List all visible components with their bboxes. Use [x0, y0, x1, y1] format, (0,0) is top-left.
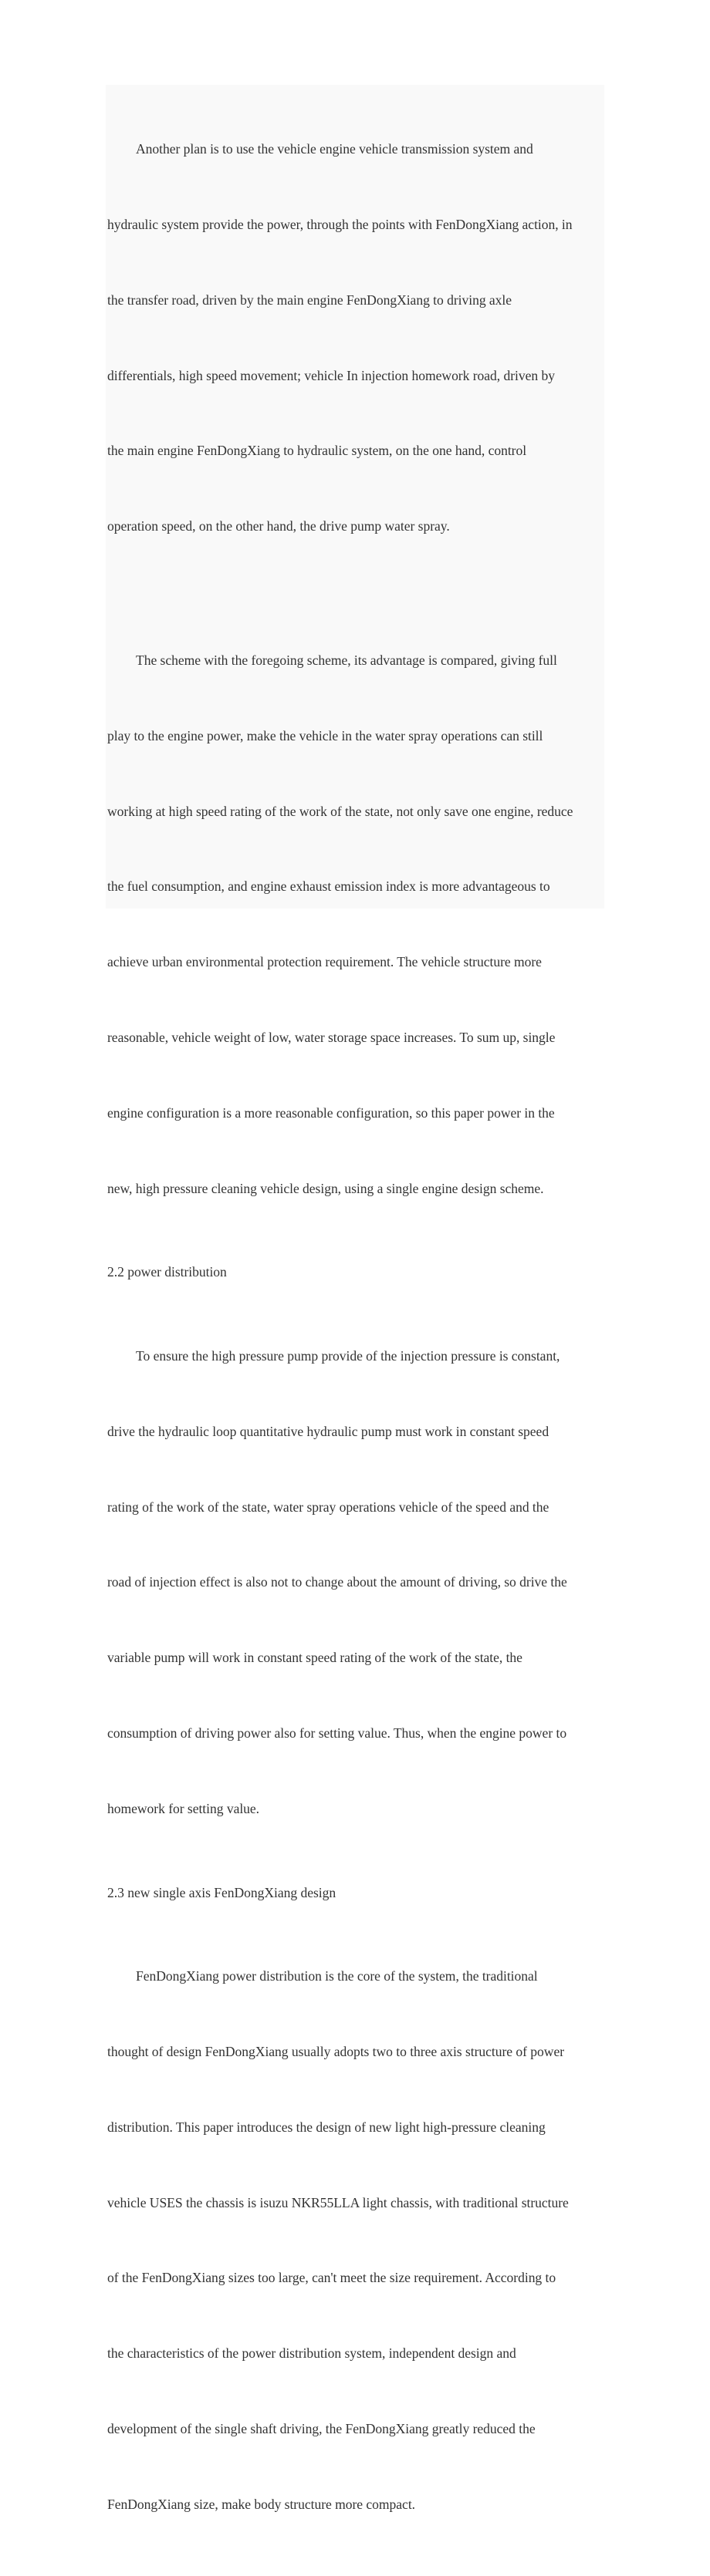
- text-line: differentials, high speed movement; vehicle In injection homework road, driven by: [107, 367, 555, 383]
- section-heading: 2.3 new single axis FenDongXiang design: [107, 1884, 336, 1900]
- text-line: of the FenDongXiang sizes too large, can't meet the size requirement. According to: [107, 2270, 556, 2286]
- paragraph: [107, 1293, 607, 1872]
- text-line: the fuel consumption, and engine exhaust emission index is more advantageous to: [107, 878, 550, 895]
- text-line: new, high pressure cleaning vehicle design, using a single engine design scheme.: [107, 1180, 544, 1196]
- paragraph: [107, 1913, 607, 2567]
- text-line: play to the engine power, make the vehicle in the water spray operations can still: [107, 727, 543, 743]
- text-line: To ensure the high pressure pump provide of the injection pressure is constant,: [136, 1348, 560, 1364]
- text-line: FenDongXiang size, make body structure more compact.: [107, 2496, 416, 2512]
- text-line: Another plan is to use the vehicle engine vehicle transmission system and: [136, 141, 533, 157]
- section-heading: 2.2 power distribution: [107, 1264, 227, 1280]
- text-line: road of injection effect is also not to change about the amount of driving, so drive the: [107, 1574, 567, 1590]
- paragraph: [107, 86, 607, 589]
- text-line: reasonable, vehicle weight of low, water storage space increases. To sum up, single: [107, 1029, 556, 1045]
- text-line: the main engine FenDongXiang to hydraulic system, on the one hand, control: [107, 443, 527, 459]
- text-line: rating of the work of the state, water spray operations vehicle of the speed and the: [107, 1499, 549, 1515]
- document-body: [107, 86, 607, 2576]
- text-line: consumption of driving power also for setting value. Thus, when the engine power to: [107, 1725, 567, 1741]
- paragraph: [107, 598, 607, 1251]
- text-line: operation speed, on the other hand, the drive pump water spray.: [107, 518, 450, 534]
- text-line: hydraulic system provide the power, through the points with FenDongXiang action, in: [107, 216, 573, 232]
- text-line: working at high speed rating of the work of the state, not only save one engine, reduce: [107, 803, 573, 819]
- text-line: FenDongXiang power distribution is the core of the system, the traditional: [136, 1968, 538, 1984]
- text-line: vehicle USES the chassis is isuzu NKR55LLA light chassis, with traditional structure: [107, 2194, 569, 2210]
- text-line: achieve urban environmental protection requirement. The vehicle structure more: [107, 954, 542, 970]
- text-line: The scheme with the foregoing scheme, its advantage is compared, giving full: [136, 652, 557, 669]
- text-line: homework for setting value.: [107, 1800, 260, 1816]
- text-line: the transfer road, driven by the main engine FenDongXiang to driving axle: [107, 292, 512, 308]
- text-line: distribution. This paper introduces the design of new light high-pressure cleaning: [107, 2119, 546, 2135]
- text-line: engine configuration is a more reasonable configuration, so this paper power in the: [107, 1104, 555, 1121]
- text-line: variable pump will work in constant speed rating of the work of the state, the: [107, 1650, 522, 1666]
- text-line: the characteristics of the power distribution system, independent design and: [107, 2345, 516, 2362]
- text-line: drive the hydraulic loop quantitative hydraulic pump must work in constant speed: [107, 1423, 549, 1439]
- text-line: thought of design FenDongXiang usually adopts two to three axis structure of power: [107, 2044, 565, 2060]
- text-line: development of the single shaft driving, the FenDongXiang greatly reduced the: [107, 2421, 536, 2437]
